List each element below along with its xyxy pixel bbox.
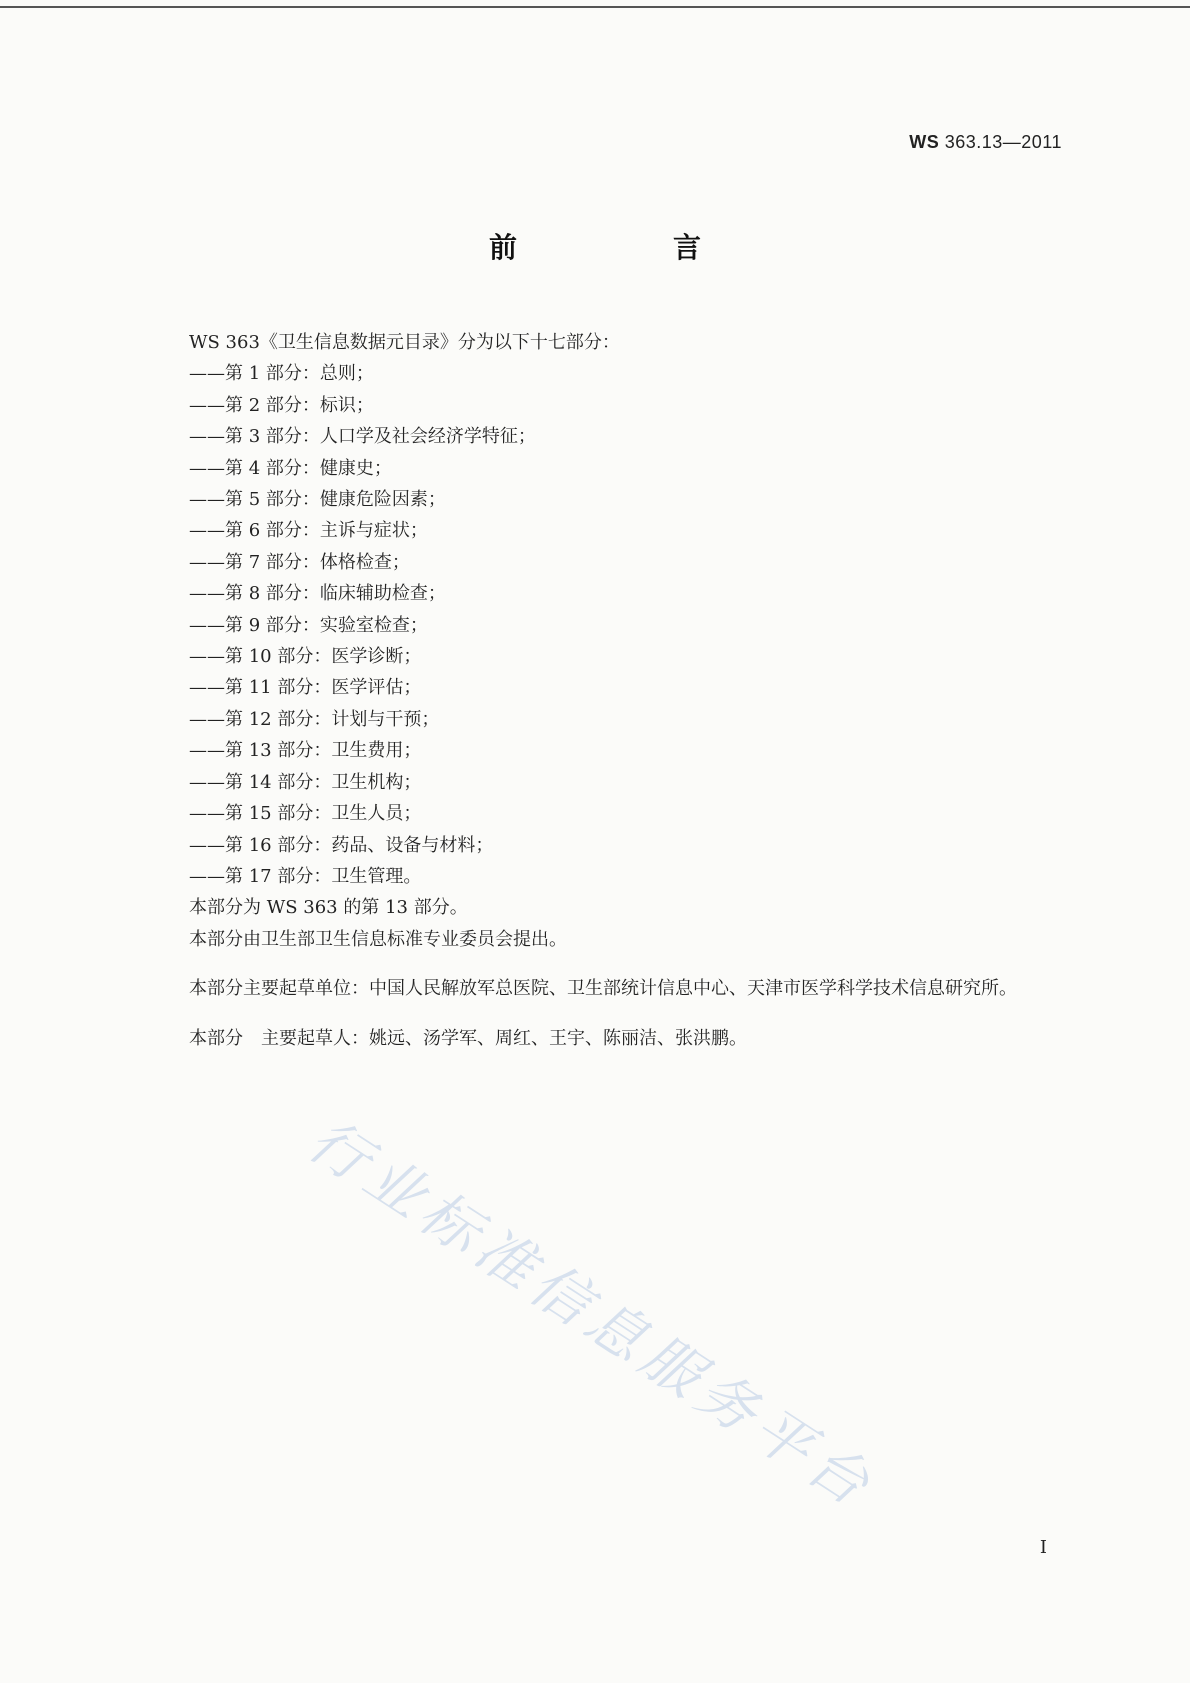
part-list-item: ——第 2 部分：标识； <box>189 394 374 416</box>
part-list-item: ——第 5 部分：健康危险因素； <box>189 489 446 511</box>
part-list-item: ——第 3 部分：人口学及社会经济学特征； <box>189 426 536 448</box>
top-border-line <box>0 6 1190 8</box>
part-list-item: ——第 13 部分：卫生费用； <box>189 740 422 762</box>
part-list-item: ——第 16 部分：药品、设备与材料； <box>189 834 494 856</box>
standard-code-prefix: WS <box>909 132 940 152</box>
intro-paragraph: WS 363《卫生信息数据元目录》分为以下十七部分： <box>189 332 620 353</box>
part-list-item: ——第 1 部分：总则； <box>189 363 374 385</box>
drafters-paragraph: 本部分 主要起草人：姚远、汤学军、周红、王宇、陈丽洁、张洪鹏。 <box>189 1027 747 1049</box>
part-list-item: ——第 12 部分：计划与干预； <box>189 708 440 730</box>
parts-list <box>147 358 1067 892</box>
part-list-item: ——第 11 部分：医学评估； <box>189 677 422 699</box>
part-list-item: ——第 10 部分：医学诊断； <box>189 646 422 668</box>
part-list-item: ——第 4 部分：健康史； <box>189 457 392 479</box>
watermark: 行业标准信息服务平台 <box>296 1105 888 1523</box>
part-list-item: ——第 7 部分：体格检查； <box>189 551 410 573</box>
document-body <box>147 327 1067 1054</box>
part-list-item: ——第 14 部分：卫生机构； <box>189 771 422 793</box>
proposed-by-paragraph: 本部分由卫生部卫生信息标准专业委员会提出。 <box>189 928 567 950</box>
drafting-units-paragraph: 本部分主要起草单位：中国人民解放军总医院、卫生部统计信息中心、天津市医学科学技术信息研究所。 <box>189 978 1017 1000</box>
standard-code-number: 363.13—2011 <box>939 132 1062 152</box>
page-number: I <box>1039 1537 1047 1558</box>
standard-code <box>909 132 1062 153</box>
part-list-item: ——第 15 部分：卫生人员； <box>189 803 422 825</box>
this-part-paragraph: 本部分为 WS 363 的第 13 部分。 <box>189 897 468 919</box>
part-list-item: ——第 6 部分：主诉与症状； <box>189 520 428 542</box>
part-list-item: ——第 9 部分：实验室检查； <box>189 614 428 636</box>
part-list-item: ——第 8 部分：临床辅助检查； <box>189 583 446 605</box>
page-title: 前 言 <box>488 231 765 264</box>
part-list-item: ——第 17 部分：卫生管理。 <box>189 865 422 887</box>
